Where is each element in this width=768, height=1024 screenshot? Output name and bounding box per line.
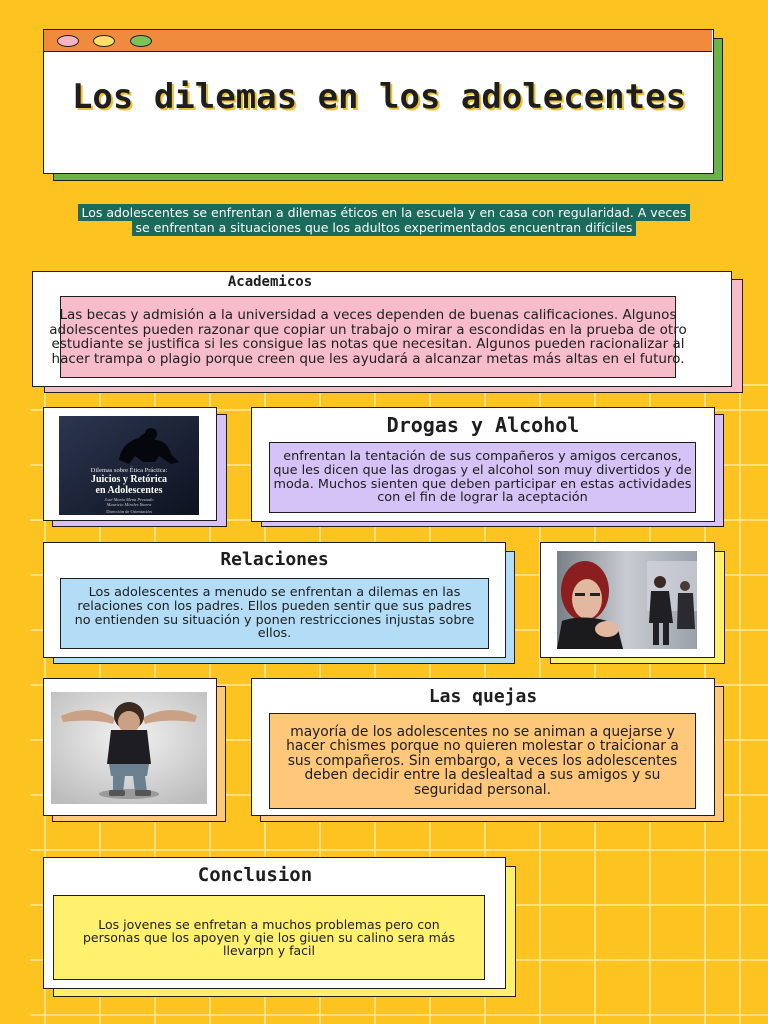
conclusion-text-box (53, 895, 485, 980)
header-window (43, 29, 714, 174)
drogas-text-box (269, 442, 696, 513)
window-dot-pink (57, 35, 79, 47)
book-line4: José María Mena Prestado (104, 497, 154, 502)
window-dot-yellow (93, 35, 115, 47)
book-line1: Dilemas sobre Ética Práctica: (90, 467, 168, 474)
book-line3: en Adolescentes (95, 485, 163, 496)
conclusion-heading: Conclusion (197, 864, 313, 886)
intro-banner (73, 205, 695, 235)
relaciones-text-box (60, 578, 489, 649)
book-line5: Mauricio Mirales Ibarra (106, 502, 152, 507)
window-title-bar (44, 30, 712, 52)
book-cover-image (59, 416, 199, 515)
page-title: Los dilemas en los adolecentes (71, 77, 687, 117)
quejas-text: mayoría de los adolescentes no se animan a quejarse y hacer chismes porque no quieren molestar o traicionar a sus compañeros. Sin embargo, a veces los adolescentes deben decidir entre la deslealtad a sus amigos y su seguridad personal. (286, 723, 679, 798)
quejas-heading: Las quejas (428, 686, 538, 707)
quejas-text-box (269, 713, 696, 809)
relaciones-heading: Relaciones (220, 549, 329, 570)
academicos-text-box (49, 296, 687, 378)
book-line6: Dirección de Orientación (106, 509, 152, 514)
teen-boy-photo (51, 692, 207, 804)
drogas-heading: Drogas y Alcohol (386, 413, 580, 437)
relaciones-text: Los adolescentes a menudo se enfrentan a dilemas en las relaciones con los padres. Ellos pueden sentir que sus padres no entienden su situación y ponen restricciones injustas sobre ellos. (74, 585, 475, 642)
window-dot-green (130, 35, 152, 47)
drogas-text: enfrentan la tentación de sus compañeros y amigos cercanos, que les dicen que las drogas y el alcohol son muy divertidos y de moda. Muchos sienten que deben participar en estas actividades con el fin de lograr la aceptación (273, 449, 692, 506)
book-line2: Juicios y Retórica (90, 474, 168, 485)
intro-text: Los adolescentes se enfrentan a dilemas éticos en la escuela y en casa con regularidad. A veces se enfrentan a situaciones que los adultos experimentados encuentran difíciles (78, 204, 691, 236)
academicos-text: Las becas y admisión a la universidad a veces dependen de buenas calificaciones. Algunos adolescentes pueden razonar que copiar un trabajo o mirar a escondidas en la prueba de otro estudiante se justifica si les consigue las notas que necesitan. Algunos pueden racionalizar al hacer trampa o plagio porque creen que les ayudará a alcanzar metas más altas en el futuro. (49, 307, 687, 367)
teen-girl-photo (557, 551, 697, 649)
conclusion-text: Los jovenes se enfretan a muchos problemas pero con personas que los apoyen y qie los giuen su calino sera más llevarpn y facil (82, 916, 456, 959)
academicos-heading: Academicos (227, 274, 313, 290)
